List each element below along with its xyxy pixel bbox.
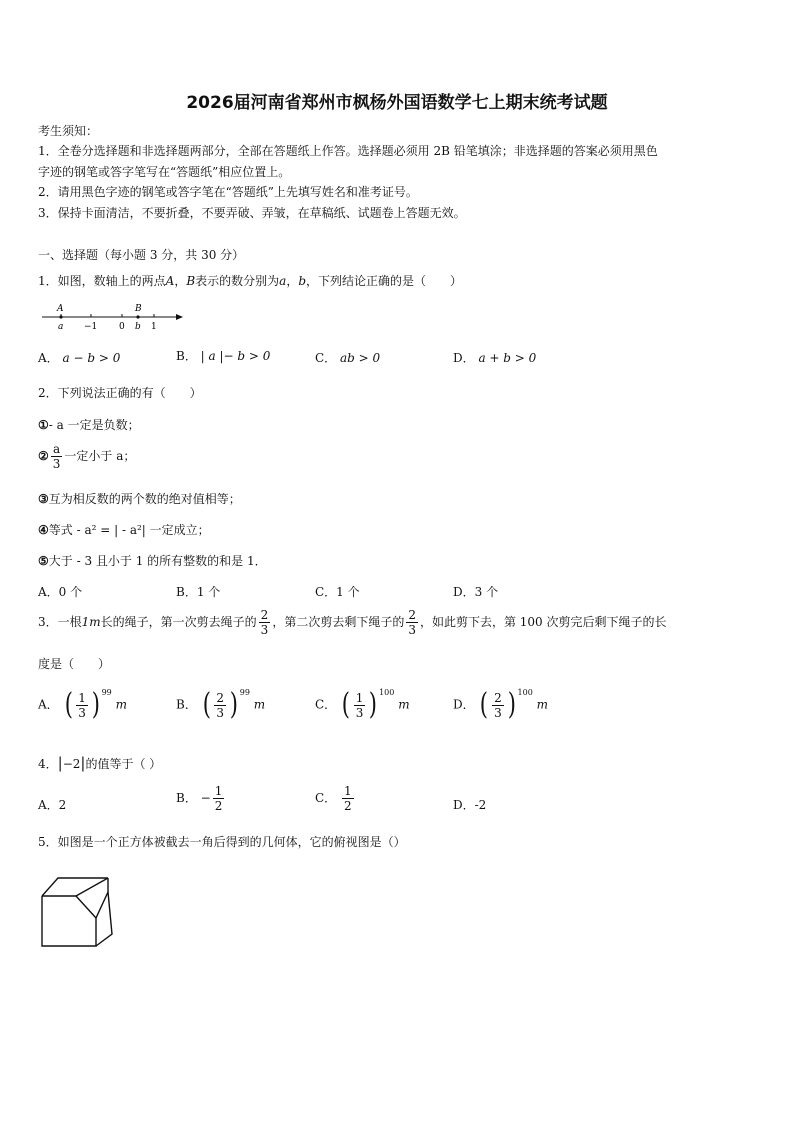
q2-statement-2 (38, 442, 135, 471)
q2-statement-5 (38, 552, 267, 569)
q3-stem-part: ，第二次剪去剩下绳子的 (272, 615, 405, 629)
option-math: | a |− b > 0 (200, 349, 271, 363)
fraction-denominator: 3 (52, 457, 61, 471)
q3-option-b[interactable] (176, 687, 266, 722)
option-label: A． (38, 697, 59, 712)
q1-point-b: B (186, 274, 196, 288)
option-label: C． (315, 791, 337, 805)
fraction (259, 608, 271, 637)
axis-tick-0: 0 (119, 322, 125, 332)
notice-item-1b: 字迹的钢笔或答字笔写在“答题纸”相应位置上。 (38, 165, 291, 179)
fraction-denominator: 2 (214, 799, 223, 813)
q3-length: 1m (81, 615, 101, 629)
exponent: 100 (517, 687, 533, 697)
exponent: 99 (101, 687, 112, 697)
q3-stem-part: ，如此剪下去，第 100 次剪完后剩下绳子的长 (419, 615, 667, 629)
minus-sign: − (200, 791, 211, 805)
q3-stem-part: 3．一根 (38, 615, 82, 629)
option-label: C． (315, 697, 337, 712)
q1-separator: ， (174, 274, 187, 288)
axis-tick-minus-1: −1 (84, 322, 98, 332)
fraction (492, 691, 504, 720)
notice-item-2: 2．请用黑色字迹的钢笔或答字笔在“答题纸”上先填写姓名和准考证号。 (38, 185, 418, 199)
fraction-denominator: 3 (260, 623, 269, 637)
q4-option-c[interactable] (315, 784, 356, 813)
abs-bar-left: | (57, 754, 63, 772)
question-4-stem (38, 754, 161, 772)
fraction-numerator: 1 (355, 690, 364, 705)
notice-item-3: 3．保持卡面清洁，不要折叠，不要弄破、弄皱，在草稿纸、试题卷上答题无效。 (38, 206, 466, 220)
exponent: 100 (379, 687, 395, 697)
fraction (213, 784, 225, 813)
q4-stem-part: 4． (38, 757, 58, 771)
axis-label-b-point: B (135, 304, 142, 314)
section-heading: 一、选择题（每小题 3 分，共 30 分） (38, 248, 245, 262)
abs-expression: −2 (62, 757, 81, 771)
exponent: 99 (239, 687, 250, 697)
q1-option-a[interactable] (38, 349, 120, 366)
abs-bar-right: | (80, 754, 86, 772)
fraction (214, 691, 226, 720)
right-paren: ) (229, 687, 238, 722)
right-paren: ) (507, 687, 516, 722)
fraction-numerator: 2 (260, 608, 269, 622)
option-label: B． (176, 697, 197, 712)
q1-point-a: A (165, 274, 175, 288)
option-label: A． (38, 351, 59, 365)
axis-tick-a: a (58, 322, 64, 332)
statement-marker: ③ (38, 492, 49, 506)
axis-label-a-point: A (57, 304, 64, 314)
statement-marker: ④ (38, 523, 49, 537)
unit: m (536, 697, 549, 712)
axis-tick-1: 1 (151, 322, 157, 332)
notice-item-1a: 1．全卷分选择题和非选择题两部分，全部在答题纸上作答。选择题必须用 2B 铅笔填涂；非选择题的答案必须用黑色 (38, 144, 658, 158)
q1-stem-part: 1．如图，数轴上的两点 (38, 274, 166, 288)
question-5-stem: 5．如图是一个正方体被截去一角后得到的几何体，它的俯视图是（） (38, 835, 406, 849)
q1-option-b[interactable] (176, 347, 270, 364)
q1-var-b: b (298, 274, 307, 288)
notice-heading: 考生须知： (38, 124, 99, 138)
statement-text: 大于 - 3 且小于 1 的所有整数的和是 1． (48, 554, 267, 568)
q2-statement-1 (38, 416, 140, 433)
fraction (406, 608, 418, 637)
axis-tick-b: b (135, 322, 141, 332)
statement-marker: ② (38, 449, 49, 463)
fraction-numerator: 2 (216, 690, 225, 705)
q4-option-b[interactable] (176, 784, 226, 813)
fraction-numerator: a (51, 442, 63, 457)
fraction (354, 691, 366, 720)
q4-stem-part: 的值等于（ ） (85, 757, 162, 771)
fraction-numerator: 2 (494, 690, 502, 705)
fraction-numerator: 2 (408, 608, 416, 622)
statement-marker: ⑤ (38, 554, 49, 568)
q3-stem-part: 长的绳子，第一次剪去绳子的 (100, 615, 257, 629)
question-1-stem (38, 272, 462, 289)
number-line-figure (38, 300, 188, 334)
option-label: B． (176, 349, 197, 363)
fraction-numerator: 1 (344, 784, 352, 798)
option-label: B． (176, 791, 197, 805)
fraction-denominator: 3 (408, 623, 416, 637)
fraction-denominator: 3 (355, 705, 364, 720)
unit: m (398, 697, 410, 712)
page-title: 2026届河南省郑州市枫杨外国语数学七上期末统考试题 (186, 93, 608, 113)
q2-option-b[interactable]: B．1 个 (176, 585, 221, 599)
fraction-denominator: 3 (78, 705, 86, 720)
option-math: a − b > 0 (62, 351, 121, 365)
option-math: a + b > 0 (478, 351, 537, 365)
fraction-numerator: 1 (214, 784, 223, 798)
q2-option-a[interactable]: A．0 个 (38, 585, 83, 599)
question-3-stem-cont: 度是（ ） (38, 657, 111, 671)
fraction-denominator: 3 (216, 705, 225, 720)
fraction (342, 784, 354, 813)
statement-text: 互为相反数的两个数的绝对值相等； (48, 492, 241, 506)
q1-separator: ， (286, 274, 299, 288)
unit: m (115, 697, 127, 712)
q1-stem-part: 表示的数分别为 (195, 274, 280, 288)
question-2-stem: 2．下列说法正确的有（ ） (38, 386, 202, 400)
truncated-cube-figure (38, 874, 118, 952)
statement-text: - a 一定是负数； (48, 418, 140, 432)
left-paren: ( (480, 687, 489, 722)
statement-text: 一定小于 a； (64, 449, 136, 463)
q1-var-a: a (279, 274, 287, 288)
q2-statement-3 (38, 490, 241, 507)
right-paren: ) (91, 687, 100, 722)
statement-text: 等式 - a² = | - a²| 一定成立； (48, 523, 210, 537)
fraction (51, 442, 63, 471)
option-math: ab > 0 (340, 351, 381, 365)
fraction-denominator: 3 (494, 705, 502, 720)
q3-option-a[interactable] (38, 687, 127, 722)
fraction (76, 691, 88, 720)
q2-option-d[interactable]: D．3 个 (453, 585, 499, 599)
fraction-numerator: 1 (78, 690, 86, 705)
q4-option-a[interactable]: A．2 (38, 798, 67, 812)
q1-stem-part: ，下列结论正确的是（ ） (306, 274, 463, 288)
q4-option-d[interactable]: D．-2 (453, 798, 487, 812)
left-paren: ( (202, 687, 211, 722)
q3-option-c[interactable] (315, 687, 410, 722)
right-paren: ) (369, 687, 378, 722)
q1-option-c[interactable] (315, 349, 380, 366)
left-paren: ( (341, 687, 350, 722)
statement-marker: ① (38, 418, 49, 432)
fraction-denominator: 2 (344, 799, 352, 813)
left-paren: ( (64, 687, 73, 722)
q2-statement-4 (38, 521, 210, 538)
option-label: D． (453, 351, 475, 365)
question-3-stem (38, 608, 667, 637)
q2-option-c[interactable]: C．1 个 (315, 585, 360, 599)
unit: m (253, 697, 266, 712)
q1-option-d[interactable] (453, 349, 536, 366)
option-label: C． (315, 351, 337, 365)
option-label: D． (453, 697, 475, 712)
q3-option-d[interactable] (453, 687, 549, 722)
